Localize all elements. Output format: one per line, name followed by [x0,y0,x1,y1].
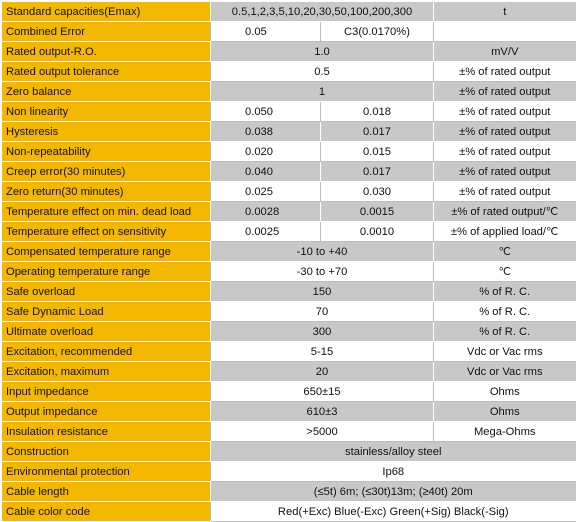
spec-unit: ±% of applied load/℃ [434,222,576,242]
spec-row [2,322,576,342]
spec-row [2,362,576,382]
spec-row [2,82,576,102]
spec-row [2,62,576,82]
spec-row [2,102,576,122]
spec-row [2,182,576,202]
spec-row [2,242,576,262]
spec-value: 20 [211,362,434,382]
spec-unit: ±% of rated output [434,162,576,182]
spec-value-standard: 0.025 [211,182,321,202]
spec-row [2,2,576,22]
spec-value-c3: 0.030 [321,182,434,202]
spec-value-standard: 0.038 [211,122,321,142]
spec-row [2,222,576,242]
spec-label: Excitation, maximum [2,362,211,382]
spec-value-standard: 0.020 [211,142,321,162]
spec-label: Excitation, recommended [2,342,211,362]
spec-value: (≤5t) 6m; (≤30t)13m; (≥40t) 20m [211,482,576,502]
spec-row [2,422,576,442]
spec-value: 0.5 [211,62,434,82]
spec-unit: ±% of rated output [434,142,576,162]
spec-value: 5-15 [211,342,434,362]
spec-row [2,442,576,462]
spec-value-standard: 0.0028 [211,202,321,222]
spec-label: Cable color code [2,502,211,522]
spec-value: 300 [211,322,434,342]
spec-row [2,342,576,362]
spec-label: Construction [2,442,211,462]
spec-unit: ±% of rated output [434,122,576,142]
spec-label: Environmental protection [2,462,211,482]
spec-unit: Ohms [434,382,576,402]
spec-label: Safe overload [2,282,211,302]
spec-label: Compensated temperature range [2,242,211,262]
spec-unit: t [434,2,576,22]
spec-value-c3: C3(0.0170%) [321,22,434,42]
spec-unit: mV/V [434,42,576,62]
spec-row [2,302,576,322]
spec-label: Insulation resistance [2,422,211,442]
spec-label: Operating temperature range [2,262,211,282]
spec-row [2,202,576,222]
spec-unit: % of R. C. [434,322,576,342]
spec-label: Cable length [2,482,211,502]
spec-unit: ±% of rated output [434,62,576,82]
spec-label: Zero balance [2,82,211,102]
spec-row [2,482,576,502]
spec-value: 610±3 [211,402,434,422]
spec-value: Red(+Exc) Blue(-Exc) Green(+Sig) Black(-Sig) [211,502,576,522]
spec-unit: % of R. C. [434,302,576,322]
spec-unit: Vdc or Vac rms [434,362,576,382]
spec-table-body [2,2,576,522]
spec-label: Combined Error [2,22,211,42]
spec-unit: Vdc or Vac rms [434,342,576,362]
spec-value-standard: 0.050 [211,102,321,122]
spec-label: Temperature effect on sensitivity [2,222,211,242]
spec-label: Standard capacities(Emax) [2,2,211,22]
spec-unit: ℃ [434,262,576,282]
spec-unit: ℃ [434,242,576,262]
spec-table [1,1,576,522]
spec-row [2,262,576,282]
spec-row [2,122,576,142]
spec-value: 1 [211,82,434,102]
spec-label: Zero return(30 minutes) [2,182,211,202]
spec-unit: % of R. C. [434,282,576,302]
spec-label: Temperature effect on min. dead load [2,202,211,222]
spec-value-standard: 0.05 [211,22,321,42]
spec-unit: ±% of rated output [434,182,576,202]
spec-value: 70 [211,302,434,322]
spec-unit: ±% of rated output [434,102,576,122]
spec-unit: ±% of rated output [434,82,576,102]
spec-row [2,162,576,182]
spec-label: Ultimate overload [2,322,211,342]
spec-value-c3: 0.017 [321,162,434,182]
spec-row [2,502,576,522]
spec-value: -30 to +70 [211,262,434,282]
spec-unit: Mega-Ohms [434,422,576,442]
spec-value: -10 to +40 [211,242,434,262]
spec-row [2,462,576,482]
spec-unit: Ohms [434,402,576,422]
spec-value-c3: 0.017 [321,122,434,142]
spec-label: Input impedance [2,382,211,402]
spec-value: >5000 [211,422,434,442]
spec-label: Hysteresis [2,122,211,142]
spec-row [2,142,576,162]
spec-label: Safe Dynamic Load [2,302,211,322]
spec-unit [434,22,576,42]
spec-value-standard: 0.0025 [211,222,321,242]
spec-value: 0.5,1,2,3,5,10,20,30,50,100,200,300 [211,2,434,22]
spec-value: 150 [211,282,434,302]
spec-row [2,282,576,302]
spec-label: Non linearity [2,102,211,122]
spec-value-c3: 0.0015 [321,202,434,222]
spec-value: 650±15 [211,382,434,402]
spec-unit: ±% of rated output/℃ [434,202,576,222]
spec-row [2,42,576,62]
spec-value-c3: 0.0010 [321,222,434,242]
spec-value-c3: 0.015 [321,142,434,162]
spec-label: Creep error(30 minutes) [2,162,211,182]
spec-row [2,402,576,422]
spec-value: Ip68 [211,462,576,482]
spec-label: Non-repeatability [2,142,211,162]
spec-row [2,22,576,42]
spec-label: Rated output tolerance [2,62,211,82]
spec-value-c3: 0.018 [321,102,434,122]
spec-row [2,382,576,402]
spec-label: Output impedance [2,402,211,422]
spec-value: stainless/alloy steel [211,442,576,462]
spec-value: 1.0 [211,42,434,62]
spec-label: Rated output-R.O. [2,42,211,62]
spec-value-standard: 0.040 [211,162,321,182]
